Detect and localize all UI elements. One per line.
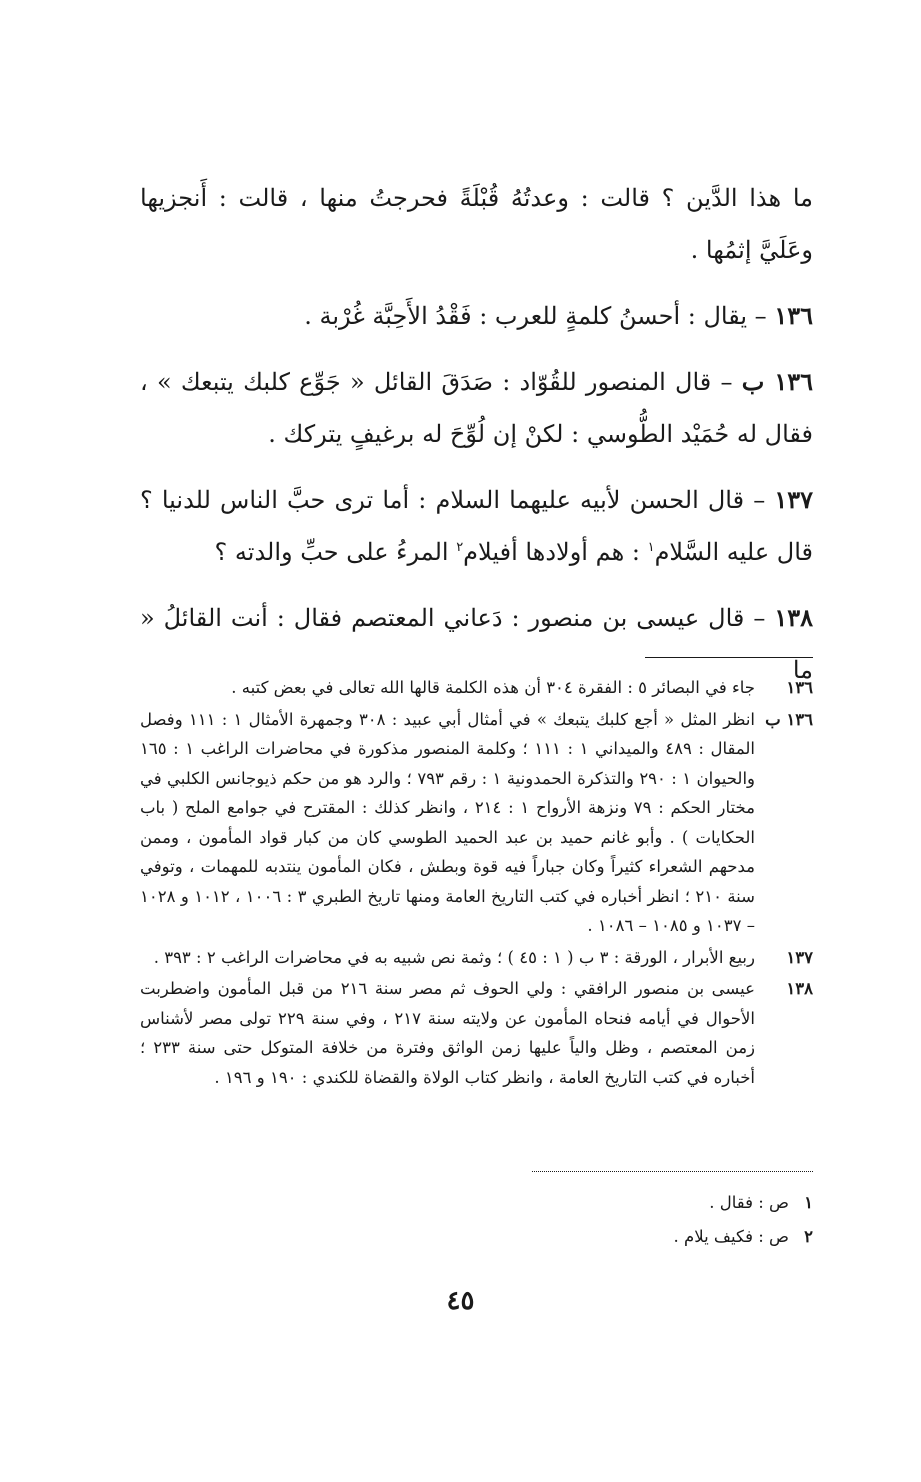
paragraph-number: ١٣٨: [774, 603, 813, 632]
manuscript-variants: [674, 1186, 813, 1254]
variant-number: ١: [804, 1193, 813, 1212]
paragraph-text: – قال عيسى بن منصور : دَعاني المعتصم فقال : أنت القائلُ « ما: [140, 604, 813, 684]
variant-marker: ٢: [456, 540, 464, 555]
footnote-text: عيسى بن منصور الرافقي : ولي الحوف ثم مصر سنة ٢١٦ من قبل المأمون واضطربت الأحوال في أيامه فنحاه المأمون عن ولايته سنة ٢١٧ ، وفي سنة ٢٢٩ تولى مصر لأشناس زمن المعتصم ، وظل والياً عليها زمن الواثق وفترة من خلافة المتوكل حتى سنة ٢٣٣ ؛ أخباره في كتب التاريخ العامة ، وانظر كتاب الولاة والقضاة للكندي : ١٩٠ و ١٩٦ .: [140, 979, 755, 1087]
variant-text: ص : فكيف يلام .: [673, 1227, 789, 1246]
paragraph-number: ١٣٦ ب: [741, 367, 813, 396]
footnote-137: [140, 943, 813, 973]
paragraph-136b: [140, 356, 813, 460]
paragraph-text: المرءُ على حبِّ والدته ؟: [214, 538, 457, 566]
footnote-divider: [645, 657, 813, 658]
paragraph-text: – يقال : أحسنُ كلمةٍ للعرب : فَقْدُ الأَحِبَّة غُرْبة .: [304, 302, 767, 330]
footnote-number: ١٣٦: [786, 678, 813, 697]
variant-number: ٢: [804, 1227, 813, 1246]
paragraph-text: – قال المنصور للقُوّاد : صَدَقَ القائل « جَوِّع كلبك يتبعك » ، فقال له حُمَيْد الطُّوسي : لكنْ إن لُوِّحَ له برغيفٍ يتركك .: [140, 368, 813, 448]
continuation-text: ما هذا الدَّين ؟ قالت : وعدتُهُ قُبْلَةً فحرجتُ منها ، قالت : أَنجزيها وعَلَيَّ إثمُها .: [140, 184, 813, 264]
main-text: [140, 172, 813, 710]
footnote-136b: [140, 705, 813, 941]
footnote-number: ١٣٧: [786, 947, 813, 967]
footnote-text: جاء في البصائر ٥ : الفقرة ٣٠٤ أن هذه الكلمة قالها الله تعالى في بعض كتبه .: [231, 678, 755, 697]
variant-note: [674, 1186, 813, 1220]
variants-divider: [532, 1171, 813, 1172]
variant-marker: ١: [647, 540, 655, 555]
paragraph-text: – قال الحسن لأبيه عليهما السلام : أما ترى حبَّ الناس للدنيا ؟ قال عليه السَّلام: [140, 486, 813, 566]
footnote-138: [140, 974, 813, 1092]
paragraph-137: [140, 474, 813, 578]
continuation-paragraph: [140, 172, 813, 276]
footnote-136: [140, 673, 813, 703]
paragraph-number: ١٣٧: [774, 485, 813, 514]
variant-text: ص : فقال .: [709, 1193, 789, 1212]
footnotes: [140, 673, 813, 1094]
variant-note: [674, 1220, 813, 1254]
paragraph-number: ١٣٦: [774, 301, 813, 330]
footnote-number: ١٣٦ ب: [765, 709, 813, 729]
paragraph-text: : هم أولادها أفيلام: [463, 538, 648, 566]
page-number: ٤٥: [446, 1286, 475, 1316]
footnote-text: انظر المثل « أجع كلبك يتبعك » في أمثال أبي عبيد : ٣٠٨ وجمهرة الأمثال ١ : ١١١ وفصل المقال : ٤٨٩ والميداني ١ : ١١١ ؛ وكلمة المنصور مذكورة في محاضرات الراغب ١ : ١٦٥ والحيوان ١ : ٢٩٠ والتذكرة الحمدونية ١ : رقم ٧٩٣ ؛ والرد هو من حكم ذيوجانس الكلبي في مختار الحكم : ٧٩ ونزهة الأرواح ١ : ٢١٤ ، وانظر كذلك : المقترح في جوامع الملح ( باب الحكايات ) . وأبو غانم حميد بن عبد الحميد الطوسي كان من كبار قواد المأمون ، وممن مدحهم الشعراء كثيراً وكان جباراً فيه قوة وبطش ، فكان المأمون ينتدبه للمهمات ، وتوفي سنة ٢١٠ ؛ انظر أخباره في كتب التاريخ العامة ومنها تاريخ الطبري ٣ : ١٠٠٦ ، ١٠١٢ و ١٠٢٨ – ١٠٣٧ و ١٠٨٥ – ١٠٨٦ .: [140, 709, 756, 935]
footnote-text: ربيع الأبرار ، الورقة : ٣ ب ( ١ : ٤٥ ) ؛ وثمة نص شبيه به في محاضرات الراغب ٢ : ٣٩٣ .: [153, 947, 755, 967]
paragraph-136: [140, 290, 813, 342]
footnote-number: ١٣٨: [786, 979, 813, 998]
